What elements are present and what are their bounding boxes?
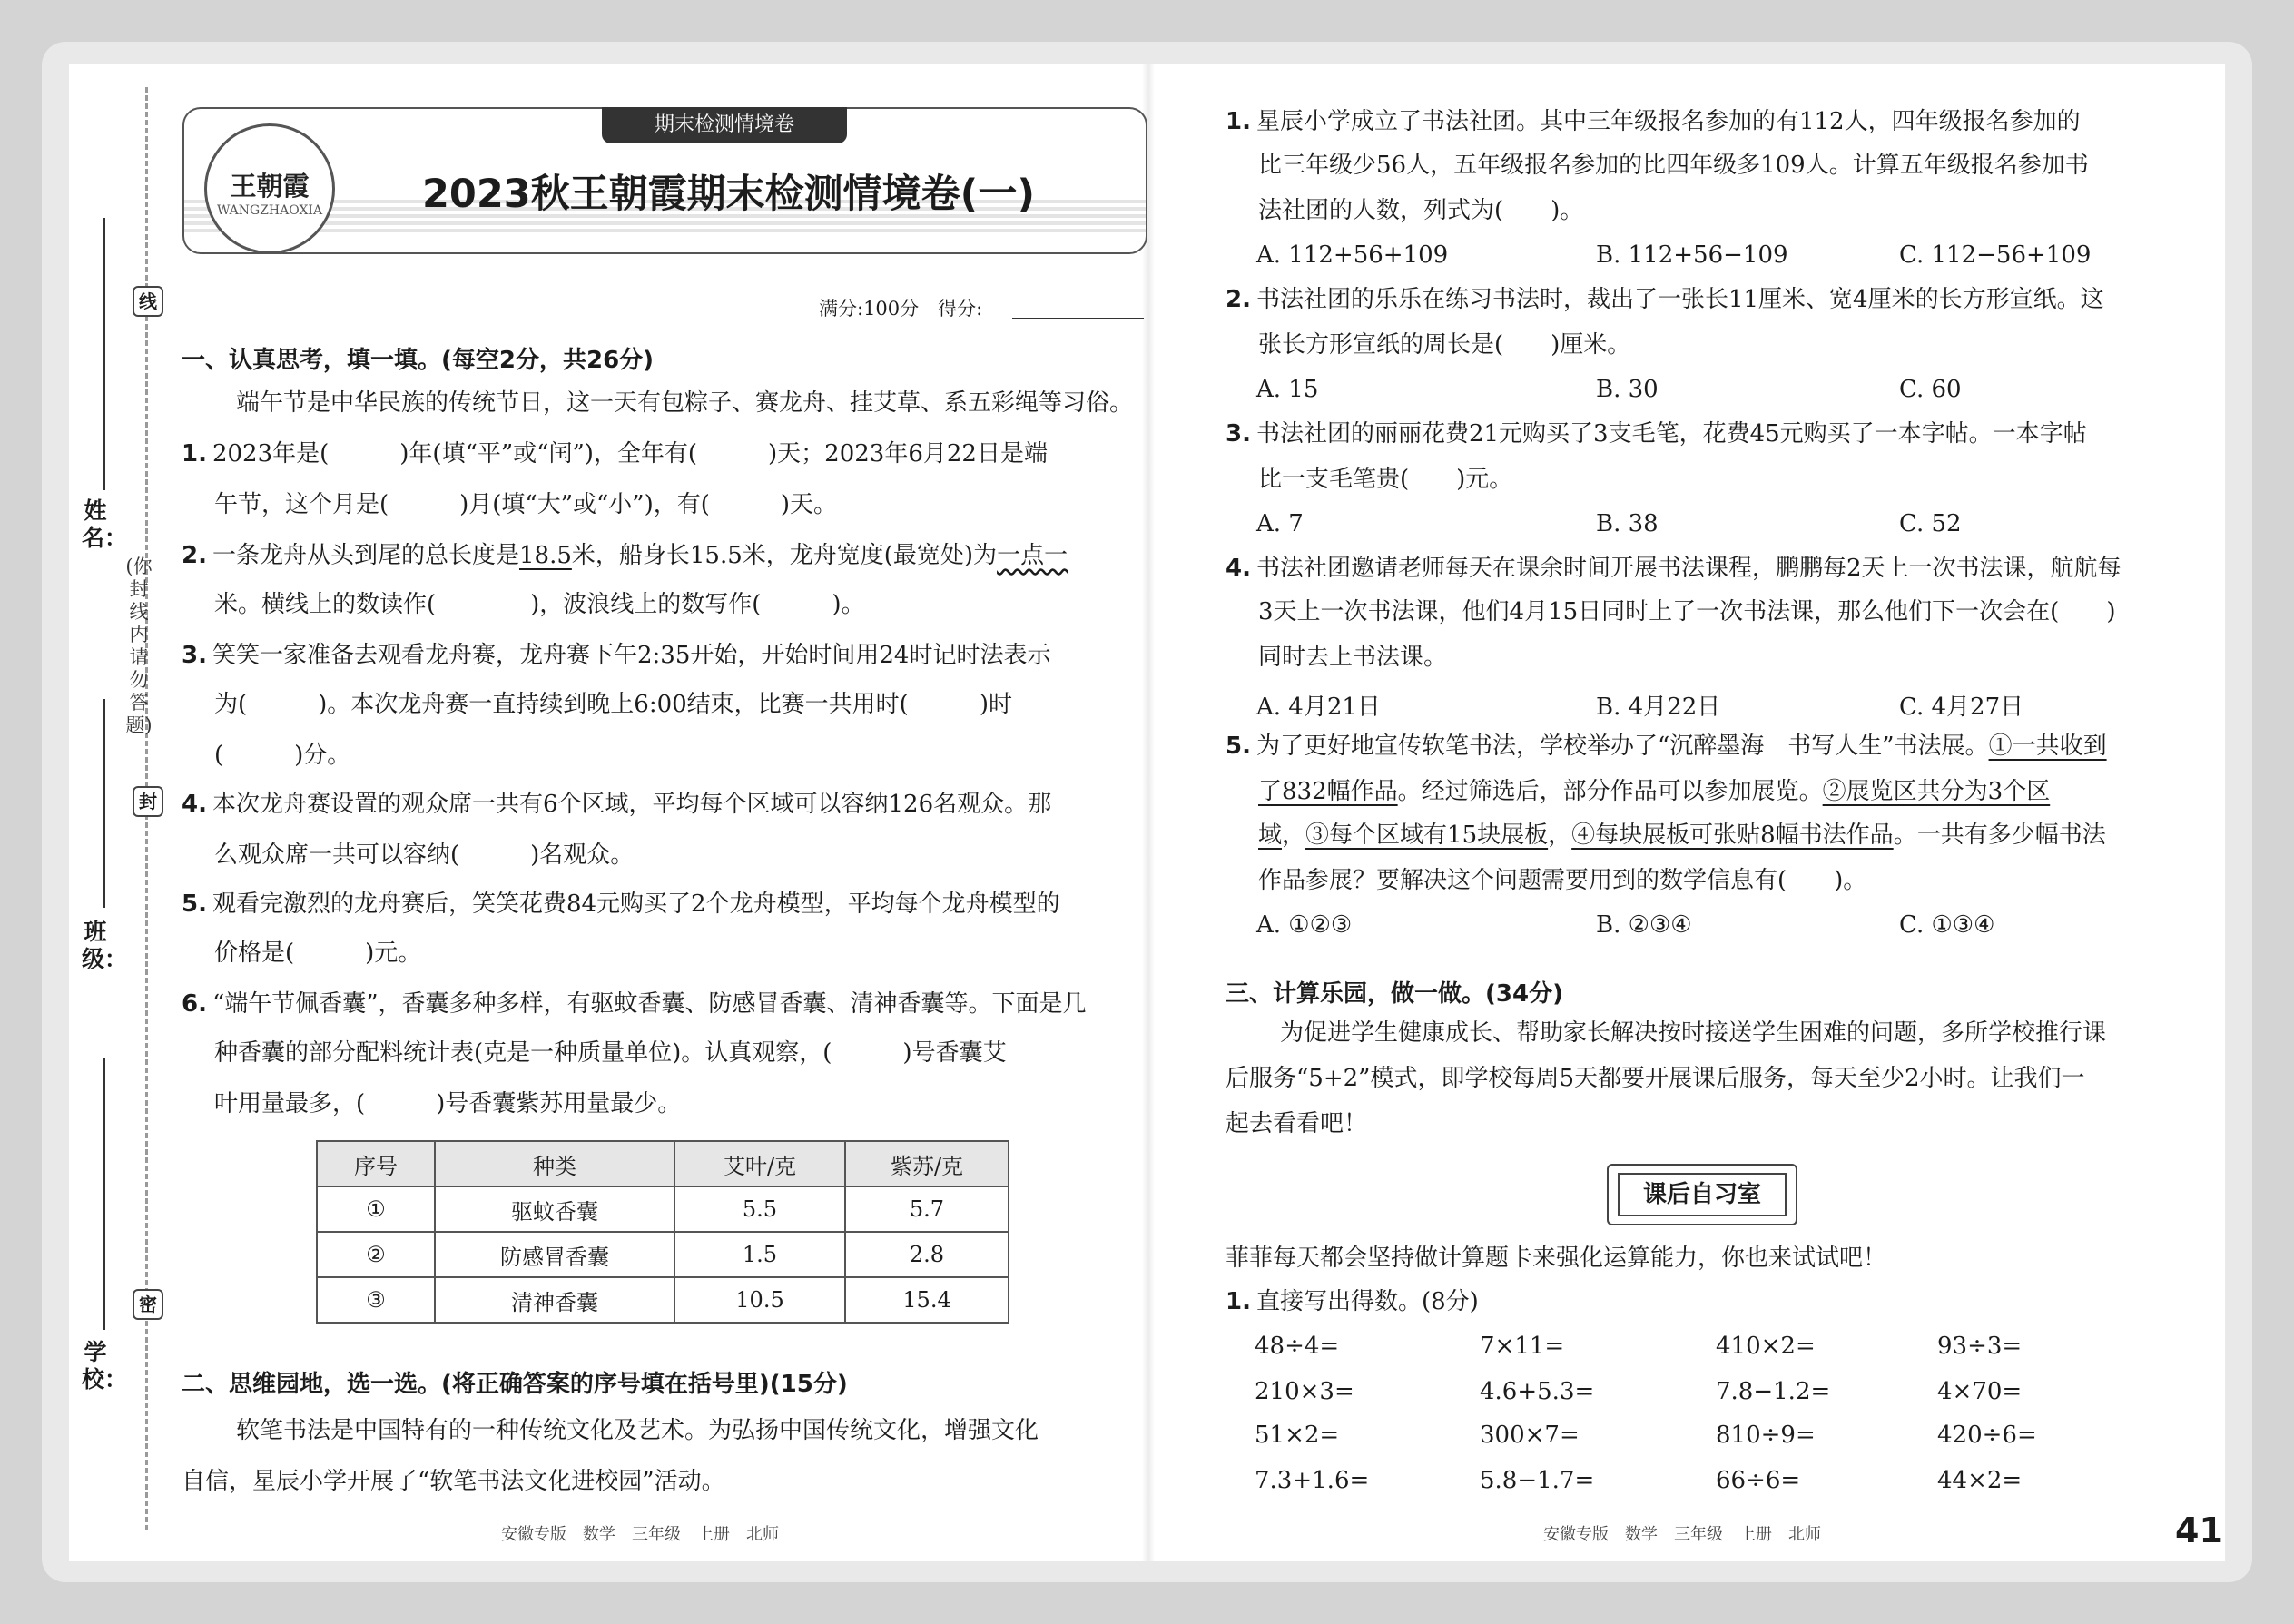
q1-3-line1: 3. 笑笑一家准备去观看龙舟赛，龙舟赛下午2:35开始，开始时间用24时记时法表示 [182,642,1051,669]
seal-mi-mark: 密 [133,1289,163,1320]
sachet-table [316,1140,1009,1324]
q2-5-option-a[interactable]: A. ①②③ [1256,911,1353,939]
table-cell: 15.4 [845,1277,1009,1323]
q2-5-option-c[interactable]: C. ①③④ [1899,911,1995,939]
seal-feng-mark: 封 [133,786,163,817]
q3-1-title: 1. 直接写出得数。(8分) [1226,1288,1479,1315]
calc-item[interactable]: 7×11= [1480,1333,1565,1360]
table-cell: 5.5 [674,1186,845,1232]
table-row [317,1232,1009,1277]
underlined-number: 18.5 [518,542,572,569]
table-cell: ③ [317,1277,435,1323]
q1-3-line2: 为( )。本次龙舟赛一直持续到晚上6:00结束，比赛一共用时( )时 [214,691,1012,718]
name-line[interactable] [103,218,105,490]
q1-4-line1: 4. 本次龙舟赛设置的观众席一共有6个区域，平均每个区域可以容纳126名观众。那 [182,791,1052,818]
calc-item[interactable]: 48÷4= [1255,1333,1340,1360]
table-header: 艾叶/克 [674,1141,845,1186]
seal-line-mark: 线 [133,286,163,317]
section-2-intro-1: 软笔书法是中国特有的一种传统文化及艺术。为弘扬中国传统文化，增强文化 [236,1417,1039,1444]
calc-item[interactable]: 51×2= [1255,1422,1340,1449]
q2-5-option-b[interactable]: B. ②③④ [1596,911,1692,939]
q1-1-line2: 午节，这个月是( )月(填“大”或“小”)，有( )天。 [214,491,838,518]
q1-6-line1: 6. “端午节佩香囊”，香囊多种多样，有驱蚊香囊、防感冒香囊、清神香囊等。下面是几 [182,990,1087,1018]
binding-note: (你封线内请勿答题) [125,556,153,736]
brand-logo [204,123,335,254]
q2-2-option-a[interactable]: A. 15 [1256,376,1319,403]
section-2-intro-2: 自信，星辰小学开展了“软笔书法文化进校园”活动。 [182,1468,725,1495]
q2-5-line2: 了832幅作品。经过筛选后，部分作品可以参加展览。②展览区共分为3个区 [1258,778,2051,805]
q2-4-line2: 3天上一次书法课，他们4月15日同时上了一次书法课，那么他们下一次会在( ) [1258,598,2116,625]
q2-1-option-a[interactable]: A. 112+56+109 [1256,241,1449,269]
info-2-underlined-cont: 域 [1258,822,1283,849]
study-room-banner [1607,1164,1797,1225]
section-1-intro: 端午节是中华民族的传统节日，这一天有包粽子、赛龙舟、挂艾草、系五彩绳等习俗。 [236,389,1134,417]
q1-5-line1: 5. 观看完激烈的龙舟赛后，笑笑花费84元购买了2个龙舟模型，平均每个龙舟模型的 [182,891,1060,918]
section-3-intro-3: 起去看看吧！ [1226,1110,1368,1137]
q2-5-line3: 域，③每个区域有15块展板，④每块展板可张贴8幅书法作品。一共有多少幅书法 [1258,822,2106,849]
q2-4-line1: 4. 书法社团邀请老师每天在课余时间开展书法课程，鹏鹏每2天上一次书法课，航航每 [1226,555,2122,582]
logo-subtext: WANGZHAOXIA [216,203,323,218]
info-1-underlined-cont: 了832幅作品 [1258,778,1398,805]
table-header: 紫苏/克 [845,1141,1009,1186]
q2-2-line2: 张长方形宣纸的周长是( )厘米。 [1258,331,1631,359]
name-label: 姓名： [82,497,128,551]
section-3-title: 三、计算乐园，做一做。(34分) [1226,980,1563,1008]
calc-item[interactable]: 210×3= [1255,1378,1354,1405]
q2-5-line1: 5. 为了更好地宣传软笔书法，学校举办了“沉醉墨海 书写人生”书法展。①一共收到 [1226,733,2107,760]
q2-3-option-c[interactable]: C. 52 [1899,510,1962,537]
q2-2-option-c[interactable]: C. 60 [1899,376,1962,403]
school-line[interactable] [103,1058,105,1330]
q2-3-option-a[interactable]: A. 7 [1256,510,1304,537]
table-cell: 10.5 [674,1277,845,1323]
page-fold [1142,64,1155,1561]
q2-3-line1: 3. 书法社团的丽丽花费21元购买了3支毛笔，花费45元购买了一本字帖。一本字帖 [1226,420,2087,448]
table-cell: ② [317,1232,435,1277]
table-row [317,1186,1009,1232]
table-cell: 防感冒香囊 [435,1232,674,1277]
section-3-intro-1: 为促进学生健康成长、帮助家长解决按时接送学生困难的问题，多所学校推行课 [1280,1019,2107,1047]
calc-item[interactable]: 5.8−1.7= [1480,1467,1595,1494]
section-3-intro-2: 后服务“5+2”模式，即学校每周5天都要开展课后服务，每天至少2小时。让我们一 [1226,1065,2085,1092]
table-cell: 2.8 [845,1232,1009,1277]
header-tag: 期末检测情境卷 [602,107,847,143]
section-3-lead: 菲菲每天都会坚持做计算题卡来强化运算能力，你也来试试吧！ [1226,1245,1887,1272]
q1-1-num: 1. [182,440,207,468]
footer-left: 安徽专版 数学 三年级 上册 北师 [501,1525,779,1544]
table-header: 种类 [435,1141,674,1186]
table-cell: 5.7 [845,1186,1009,1232]
q2-1-line1: 1. 星辰小学成立了书法社团。其中三年级报名参加的有112人，四年级报名参加的 [1226,108,2081,135]
table-cell: 驱蚊香囊 [435,1186,674,1232]
calc-item[interactable]: 4.6+5.3= [1480,1378,1595,1405]
q2-4-option-b[interactable]: B. 4月22日 [1596,694,1721,721]
table-header: 序号 [317,1141,435,1186]
q1-3-line3: ( )分。 [214,742,351,769]
q2-2-option-b[interactable]: B. 30 [1596,376,1659,403]
wavy-underlined-number: 一点一 [997,542,1068,569]
table-cell: 清神香囊 [435,1277,674,1323]
calc-item[interactable]: 93÷3= [1937,1333,2023,1360]
table-header-row [317,1141,1009,1186]
logo-text: 王朝霞 [230,171,310,202]
q2-1-line2: 比三年级少56人，五年级报名参加的比四年级多109人。计算五年级报名参加书 [1258,152,2089,179]
banner-label: 课后自习室 [1618,1173,1787,1216]
page-number: 41 [2175,1511,2223,1550]
school-label: 学校： [82,1339,128,1393]
calc-item[interactable]: 7.3+1.6= [1255,1467,1370,1494]
score-label: 满分:100分 得分: [819,298,983,320]
q2-2-line1: 2. 书法社团的乐乐在练习书法时，裁出了一张长11厘米、宽4厘米的长方形宣纸。这 [1226,286,2104,313]
class-label: 班级： [82,919,128,972]
q1-1-line1: 1. 2023年是( )年(填“平”或“闰”)，全年有( )天；2023年6月22日是端 [182,440,1048,468]
info-2-underlined: ②展览区共分为3个区 [1822,778,2051,805]
q2-5-line4: 作品参展？要解决这个问题需要用到的数学信息有( )。 [1258,867,1867,894]
q2-1-option-c[interactable]: C. 112−56+109 [1899,241,2092,269]
q2-3-option-b[interactable]: B. 38 [1596,510,1659,537]
calc-item[interactable]: 4×70= [1937,1378,2023,1405]
score-blank[interactable] [1012,318,1144,319]
info-1-underlined: ①一共收到 [1988,733,2107,760]
calc-item[interactable]: 44×2= [1937,1467,2023,1494]
q1-2-line1: 2. 一条龙舟从头到尾的总长度是18.5米，船身长15.5米，龙舟宽度(最宽处)为一点一 [182,542,1068,569]
q1-5-line2: 价格是( )元。 [214,940,422,967]
calc-item[interactable]: 420÷6= [1937,1422,2037,1449]
section-2-title: 二、思维园地，选一选。(将正确答案的序号填在括号里)(15分) [182,1371,848,1398]
exam-header [182,107,1147,254]
q2-4-option-c[interactable]: C. 4月27日 [1899,694,2024,721]
q2-4-option-a[interactable]: A. 4月21日 [1256,694,1381,721]
info-4-underlined: ④每块展板可张贴8幅书法作品 [1571,822,1894,849]
footer-right: 安徽专版 数学 三年级 上册 北师 [1543,1525,1821,1544]
q1-6-line2: 种香囊的部分配料统计表(克是一种质量单位)。认真观察，( )号香囊艾 [214,1039,1007,1067]
q1-4-line2: 么观众席一共可以容纳( )名观众。 [214,842,635,869]
calc-item[interactable]: 410×2= [1716,1333,1816,1360]
q1-6-line3: 叶用量最多，( )号香囊紫苏用量最少。 [214,1090,682,1117]
calc-item[interactable]: 300×7= [1480,1422,1580,1449]
table-cell: 1.5 [674,1232,845,1277]
q2-1-line3: 法社团的人数，列式为( )。 [1258,197,1584,224]
calc-item[interactable]: 7.8−1.2= [1716,1378,1831,1405]
calc-item[interactable]: 66÷6= [1716,1467,1801,1494]
section-1-title: 一、认真思考，填一填。(每空2分，共26分) [182,347,655,374]
table-row [317,1277,1009,1323]
q1-2-line2: 米。横线上的数读作( )，波浪线上的数写作( )。 [214,591,865,618]
q2-4-line3: 同时去上书法课。 [1258,644,1448,671]
table-cell: ① [317,1186,435,1232]
q2-1-option-b[interactable]: B. 112+56−109 [1596,241,1788,269]
exam-title: 2023秋王朝霞期末检测情境卷(一) [422,172,1035,217]
q2-3-line2: 比一支毛笔贵( )元。 [1258,466,1513,493]
calc-item[interactable]: 810÷9= [1716,1422,1816,1449]
class-line[interactable] [103,699,105,908]
info-3-underlined: ③每个区域有15块展板 [1305,822,1549,849]
